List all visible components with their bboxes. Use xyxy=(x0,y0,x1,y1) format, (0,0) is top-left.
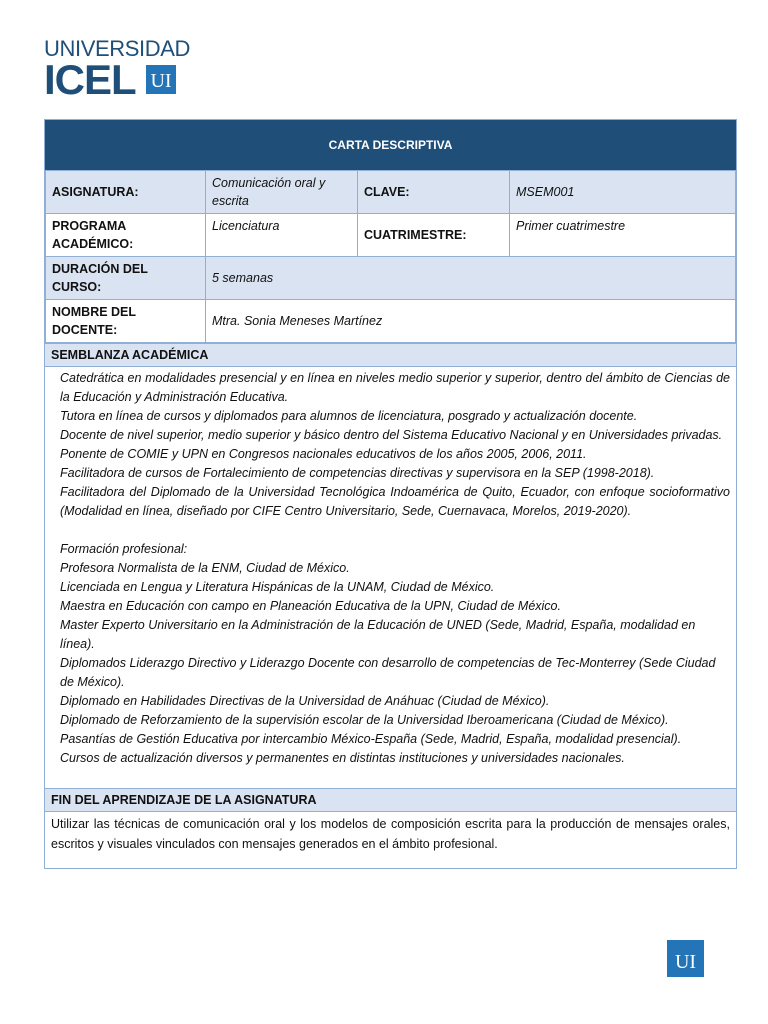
formacion-line: Diplomado de Reforzamiento de la supervisión escolar de la Universidad Iberoamericana (Ciudad de México). xyxy=(60,713,669,727)
formacion-line: Diplomados Liderazgo Directivo y Liderazgo Docente con desarrollo de competencias de Tec-Monterrey (Sede Ciudad de México). xyxy=(60,656,716,689)
fin-aprendizaje-text: Utilizar las técnicas de comunicación oral y los modelos de composición escrita para la producción de mensajes orales, escritos y visuales vinculados con mensajes generados en el ámbito profesional. xyxy=(51,817,730,851)
logo-line-icel: ICEL xyxy=(44,56,136,103)
clave-value: MSEM001 xyxy=(510,171,736,214)
asignatura-label: ASIGNATURA: xyxy=(46,171,206,214)
semblanza-line: Ponente de COMIE y UPN en Congresos nacionales educativos de los años 2005, 2006, 2011. xyxy=(60,447,587,461)
university-logo xyxy=(44,36,190,103)
carta-descriptiva-card xyxy=(44,119,737,869)
docente-label: NOMBRE DEL DOCENTE: xyxy=(46,300,206,343)
logo-ui-mark: UI xyxy=(146,65,176,94)
semblanza-title: SEMBLANZA ACADÉMICA xyxy=(45,343,736,367)
row-asignatura xyxy=(46,171,736,214)
programa-label: PROGRAMA ACADÉMICO: xyxy=(46,214,206,257)
cuatrimestre-value: Primer cuatrimestre xyxy=(510,214,736,257)
formacion-line: Licenciada en Lengua y Literatura Hispánicas de la UNAM, Ciudad de México. xyxy=(60,580,495,594)
formacion-line: Diplomado en Habilidades Directivas de la Universidad de Anáhuac (Ciudad de México). xyxy=(60,694,550,708)
fin-aprendizaje-title: FIN DEL APRENDIZAJE DE LA ASIGNATURA xyxy=(45,788,736,812)
duracion-value: 5 semanas xyxy=(206,257,736,300)
duracion-label: DURACIÓN DEL CURSO: xyxy=(46,257,206,300)
formacion-line: Master Experto Universitario en la Administración de la Educación de UNED (Sede, Madrid, España, modalidad en línea). xyxy=(60,618,696,651)
semblanza-line: Facilitadora de cursos de Fortalecimiento de competencias directivas y supervisora en la SEP (1998-2018). xyxy=(60,466,655,480)
formacion-line: Profesora Normalista de la ENM, Ciudad de México. xyxy=(60,561,350,575)
formacion-line: Cursos de actualización diversos y permanentes en distintas instituciones y universidades nacionales. xyxy=(60,751,625,765)
row-docente xyxy=(46,300,736,343)
row-programa xyxy=(46,214,736,257)
card-title: CARTA DESCRIPTIVA xyxy=(45,120,736,170)
semblanza-line: Facilitadora del Diplomado de la Universidad Tecnológica Indoamérica de Quito, Ecuador, con enfoque socioformativo (Modalidad en línea, diseñado por CIFE Centro Universitario, Sede, Cuernavaca, Morelos, 2019-2020). xyxy=(60,485,730,518)
footer-ui-logo: UI xyxy=(667,940,704,977)
paragraph-gap xyxy=(60,521,730,540)
cuatrimestre-label: CUATRIMESTRE: xyxy=(358,214,510,257)
clave-label: CLAVE: xyxy=(358,171,510,214)
formacion-line: Pasantías de Gestión Educativa por intercambio México-España (Sede, Madrid, España, modalidad presencial). xyxy=(60,732,682,746)
programa-value: Licenciatura xyxy=(206,214,358,257)
semblanza-line: Catedrática en modalidades presencial y en línea en niveles medio superior y superior, dentro del ámbito de Ciencias de la Educación y Administración Educativa. xyxy=(60,371,730,404)
formacion-line: Maestra en Educación con campo en Planeación Educativa de la UPN, Ciudad de México. xyxy=(60,599,561,613)
logo-line-universidad: UNIVERSIDAD xyxy=(44,36,190,61)
formacion-heading: Formación profesional: xyxy=(60,542,188,556)
semblanza-body xyxy=(45,367,736,788)
asignatura-value: Comunicación oral y escrita xyxy=(206,171,358,214)
semblanza-line: Docente de nivel superior, medio superior y básico dentro del Sistema Educativo Nacional y en Universidades privadas. xyxy=(60,428,723,442)
course-info-table xyxy=(45,170,736,343)
docente-value: Mtra. Sonia Meneses Martínez xyxy=(206,300,736,343)
semblanza-line: Tutora en línea de cursos y diplomados para alumnos de licenciatura, posgrado y actualización docente. xyxy=(60,409,638,423)
row-duracion xyxy=(46,257,736,300)
